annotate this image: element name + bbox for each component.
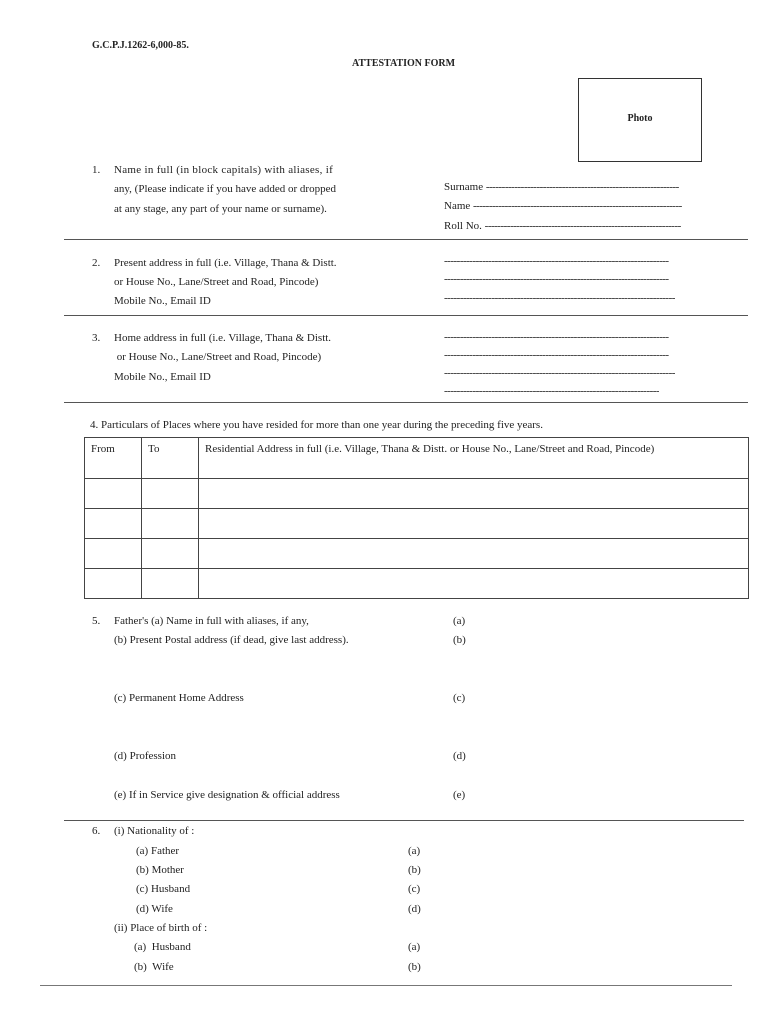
address-blank-line[interactable]: ----------------------------------------------------------------------- — [444, 255, 669, 267]
father-postal-address-answer[interactable]: (b) — [453, 634, 466, 646]
roll-no-field[interactable] — [444, 220, 681, 232]
table-header-row — [85, 438, 749, 479]
divider — [64, 402, 748, 403]
address-blank-line[interactable]: ------------------------------------------------------------------------- — [444, 367, 675, 379]
father-profession-label: (d) Profession — [114, 750, 177, 762]
father-profession-answer[interactable]: (d) — [453, 750, 466, 762]
father-home-address-answer[interactable]: (c) — [453, 692, 466, 704]
address-cell[interactable] — [199, 539, 749, 569]
question-text-line: Mobile No., Email ID — [114, 371, 211, 383]
divider — [64, 239, 748, 240]
nationality-wife-label: (d) Wife — [136, 903, 173, 915]
table-row — [85, 569, 749, 599]
nationality-heading: (i) Nationality of : — [114, 825, 195, 837]
nationality-father-answer[interactable]: (a) — [408, 845, 421, 857]
name-field[interactable] — [444, 200, 682, 212]
field-label: Roll No. — [444, 220, 482, 232]
photo-label: Photo — [627, 113, 653, 124]
from-cell[interactable] — [85, 479, 142, 509]
address-cell[interactable] — [199, 569, 749, 599]
bottom-divider — [40, 985, 732, 986]
address-blank-line[interactable]: ----------------------------------------------------------------------- — [444, 331, 669, 343]
place-of-birth-heading: (ii) Place of birth of : — [114, 922, 208, 934]
nationality-husband-label: (c) Husband — [136, 883, 191, 895]
question-text-line: any, (Please indicate if you have added or dropped — [114, 183, 336, 195]
nationality-mother-answer[interactable]: (b) — [408, 864, 421, 876]
question-text-line: or House No., Lane/Street and Road, Pincode) — [114, 351, 322, 363]
divider — [64, 315, 748, 316]
nationality-mother-label: (b) Mother — [136, 864, 184, 876]
question-4-heading: 4. Particulars of Places where you have resided for more than one year during the preceding five years. — [90, 419, 543, 431]
page-title: ATTESTATION FORM — [352, 58, 456, 69]
address-cell[interactable] — [199, 509, 749, 539]
address-blank-line[interactable]: ------------------------------------------------------------------------- — [444, 292, 675, 304]
table-row — [85, 479, 749, 509]
to-cell[interactable] — [142, 569, 199, 599]
question-number: 6. — [92, 825, 101, 837]
father-name-label: Father's (a) Name in full with aliases, if any, — [114, 615, 309, 627]
question-text-line: at any stage, any part of your name or surname). — [114, 203, 327, 215]
nationality-husband-answer[interactable]: (c) — [408, 883, 421, 895]
question-text-line: Home address in full (i.e. Village, Thana & Distt. — [114, 332, 332, 344]
nationality-father-label: (a) Father — [136, 845, 180, 857]
from-cell[interactable] — [85, 569, 142, 599]
address-blank-line[interactable]: ----------------------------------------------------------------------- — [444, 349, 669, 361]
father-home-address-label: (c) Permanent Home Address — [114, 692, 244, 704]
birth-wife-answer[interactable]: (b) — [408, 961, 421, 973]
nationality-wife-answer[interactable]: (d) — [408, 903, 421, 915]
column-header-address: Residential Address in full (i.e. Village, Thana & Distt. or House No., Lane/Street and Road, Pincode) — [199, 438, 749, 479]
question-text-line: Present address in full (i.e. Village, Thana & Distt. — [114, 257, 337, 269]
question-number: 1. — [92, 164, 101, 176]
address-blank-line[interactable]: -------------------------------------------------------------------- — [444, 385, 660, 397]
father-postal-address-label: (b) Present Postal address (if dead, give last address). — [114, 634, 349, 646]
field-label: Name — [444, 200, 471, 212]
field-blank: ------------------------------------------------------------------ — [473, 200, 682, 212]
to-cell[interactable] — [142, 539, 199, 569]
column-header-from: From — [85, 438, 142, 479]
photo-box[interactable] — [578, 78, 702, 162]
father-service-label: (e) If in Service give designation & official address — [114, 789, 340, 801]
question-text-line: Name in full (in block capitals) with aliases, if — [114, 164, 334, 176]
question-number: 3. — [92, 332, 101, 344]
form-code: G.C.P.J.1262-6,000-85. — [92, 40, 189, 51]
field-blank: ------------------------------------------------------------- — [485, 181, 679, 193]
father-service-answer[interactable]: (e) — [453, 789, 466, 801]
father-name-answer[interactable]: (a) — [453, 615, 466, 627]
to-cell[interactable] — [142, 479, 199, 509]
from-cell[interactable] — [85, 539, 142, 569]
question-number: 5. — [92, 615, 101, 627]
column-header-to: To — [142, 438, 199, 479]
question-text-line: Mobile No., Email ID — [114, 295, 211, 307]
divider — [64, 820, 744, 821]
birth-husband-label: (a) Husband — [134, 941, 191, 953]
table-row — [85, 539, 749, 569]
to-cell[interactable] — [142, 509, 199, 539]
birth-husband-answer[interactable]: (a) — [408, 941, 421, 953]
field-blank: -------------------------------------------------------------- — [484, 220, 681, 232]
question-text-line: or House No., Lane/Street and Road, Pincode) — [114, 276, 319, 288]
residence-table — [84, 437, 749, 599]
birth-wife-label: (b) Wife — [134, 961, 174, 973]
field-label: Surname — [444, 181, 484, 193]
address-cell[interactable] — [199, 479, 749, 509]
address-blank-line[interactable]: ----------------------------------------------------------------------- — [444, 273, 669, 285]
from-cell[interactable] — [85, 509, 142, 539]
surname-field[interactable] — [444, 181, 679, 193]
question-number: 2. — [92, 257, 101, 269]
table-row — [85, 509, 749, 539]
